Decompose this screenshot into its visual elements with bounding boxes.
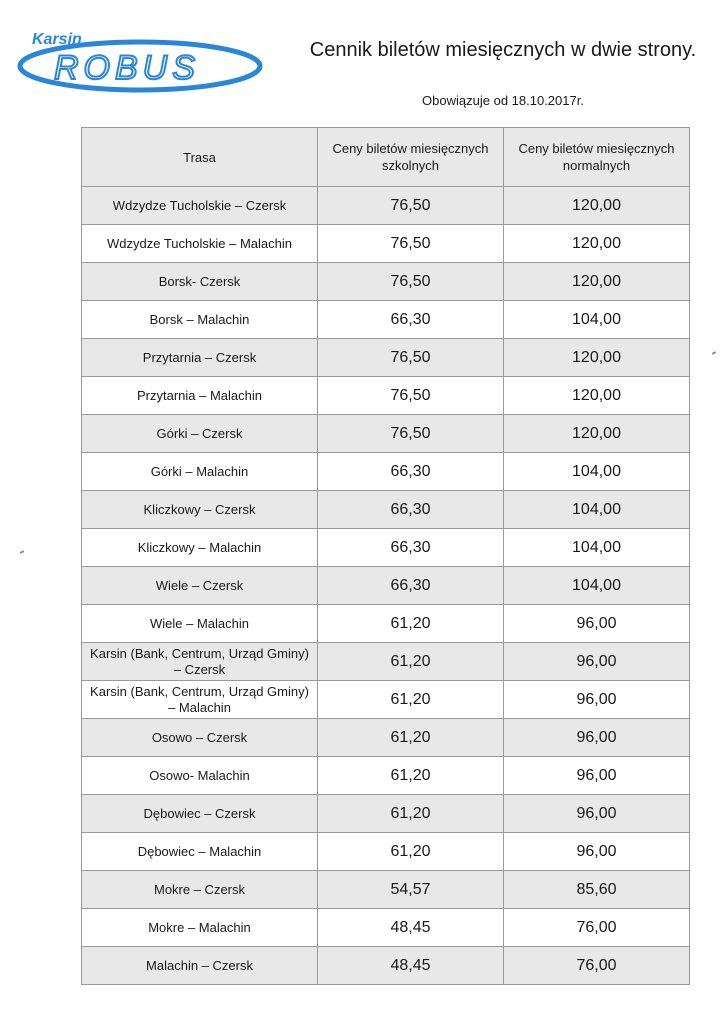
school-price-cell: 61,20 xyxy=(318,681,504,719)
route-cell: Mokre – Malachin xyxy=(82,909,318,947)
normal-price-cell: 96,00 xyxy=(504,719,690,757)
price-table-body xyxy=(82,187,690,985)
route-cell: Borsk- Czersk xyxy=(82,263,318,301)
normal-price-cell: 104,00 xyxy=(504,567,690,605)
table-row xyxy=(82,909,690,947)
normal-price-cell: 104,00 xyxy=(504,301,690,339)
table-row xyxy=(82,833,690,871)
table-header-row xyxy=(82,128,690,187)
route-cell: Dębowiec – Malachin xyxy=(82,833,318,871)
school-price-cell: 66,30 xyxy=(318,529,504,567)
normal-price-cell: 120,00 xyxy=(504,225,690,263)
table-row xyxy=(82,643,690,681)
route-cell: Malachin – Czersk xyxy=(82,947,318,985)
valid-from-date: Obowiązuje od 18.10.2017r. xyxy=(422,93,584,108)
school-price-cell: 61,20 xyxy=(318,643,504,681)
route-cell: Przytarnia – Malachin xyxy=(82,377,318,415)
table-row xyxy=(82,377,690,415)
table-row xyxy=(82,871,690,909)
normal-price-cell: 120,00 xyxy=(504,187,690,225)
table-row xyxy=(82,947,690,985)
school-price-cell: 76,50 xyxy=(318,263,504,301)
route-cell: Górki – Czersk xyxy=(82,415,318,453)
column-header-normal-price: Ceny biletów miesięcznych normalnych xyxy=(504,128,690,187)
logo-main-text: ROBUS xyxy=(54,49,200,87)
school-price-cell: 76,50 xyxy=(318,377,504,415)
normal-price-cell: 120,00 xyxy=(504,263,690,301)
school-price-cell: 61,20 xyxy=(318,795,504,833)
table-row xyxy=(82,757,690,795)
normal-price-cell: 104,00 xyxy=(504,491,690,529)
table-row xyxy=(82,491,690,529)
normal-price-cell: 96,00 xyxy=(504,833,690,871)
column-header-school-price: Ceny biletów miesięcznych szkolnych xyxy=(318,128,504,187)
route-cell: Dębowiec – Czersk xyxy=(82,795,318,833)
route-cell: Karsin (Bank, Centrum, Urząd Gminy) – Czersk xyxy=(82,643,318,681)
table-row xyxy=(82,605,690,643)
table-row xyxy=(82,529,690,567)
route-cell: Osowo – Czersk xyxy=(82,719,318,757)
school-price-cell: 76,50 xyxy=(318,415,504,453)
school-price-cell: 66,30 xyxy=(318,301,504,339)
normal-price-cell: 96,00 xyxy=(504,795,690,833)
table-row xyxy=(82,795,690,833)
table-row xyxy=(82,415,690,453)
route-cell: Wiele – Czersk xyxy=(82,567,318,605)
school-price-cell: 66,30 xyxy=(318,567,504,605)
school-price-cell: 61,20 xyxy=(318,833,504,871)
table-row xyxy=(82,719,690,757)
route-cell: Wdzydze Tucholskie – Malachin xyxy=(82,225,318,263)
normal-price-cell: 96,00 xyxy=(504,605,690,643)
school-price-cell: 66,30 xyxy=(318,453,504,491)
scan-speck xyxy=(712,351,716,355)
school-price-cell: 76,50 xyxy=(318,187,504,225)
route-cell: Borsk – Malachin xyxy=(82,301,318,339)
normal-price-cell: 120,00 xyxy=(504,415,690,453)
price-table xyxy=(81,127,690,985)
route-cell: Górki – Malachin xyxy=(82,453,318,491)
table-row xyxy=(82,301,690,339)
route-cell: Wiele – Malachin xyxy=(82,605,318,643)
school-price-cell: 61,20 xyxy=(318,719,504,757)
route-cell: Kliczkowy – Czersk xyxy=(82,491,318,529)
table-row xyxy=(82,453,690,491)
normal-price-cell: 76,00 xyxy=(504,947,690,985)
table-row xyxy=(82,567,690,605)
robus-logo xyxy=(16,22,272,100)
page-title: Cennik biletów miesięcznych w dwie strony. xyxy=(309,39,697,61)
school-price-cell: 54,57 xyxy=(318,871,504,909)
school-price-cell: 76,50 xyxy=(318,339,504,377)
school-price-cell: 76,50 xyxy=(318,225,504,263)
route-cell: Osowo- Malachin xyxy=(82,757,318,795)
logo-small-text: Karsin xyxy=(32,31,82,48)
table-row xyxy=(82,681,690,719)
route-cell: Mokre – Czersk xyxy=(82,871,318,909)
normal-price-cell: 96,00 xyxy=(504,757,690,795)
route-cell: Przytarnia – Czersk xyxy=(82,339,318,377)
route-cell: Kliczkowy – Malachin xyxy=(82,529,318,567)
normal-price-cell: 120,00 xyxy=(504,339,690,377)
table-row xyxy=(82,225,690,263)
route-cell: Karsin (Bank, Centrum, Urząd Gminy) – Malachin xyxy=(82,681,318,719)
school-price-cell: 61,20 xyxy=(318,757,504,795)
normal-price-cell: 104,00 xyxy=(504,453,690,491)
school-price-cell: 66,30 xyxy=(318,491,504,529)
normal-price-cell: 76,00 xyxy=(504,909,690,947)
normal-price-cell: 96,00 xyxy=(504,643,690,681)
normal-price-cell: 120,00 xyxy=(504,377,690,415)
scan-speck xyxy=(20,550,24,554)
school-price-cell: 61,20 xyxy=(318,605,504,643)
table-row xyxy=(82,339,690,377)
school-price-cell: 48,45 xyxy=(318,947,504,985)
normal-price-cell: 104,00 xyxy=(504,529,690,567)
route-cell: Wdzydze Tucholskie – Czersk xyxy=(82,187,318,225)
table-row xyxy=(82,187,690,225)
school-price-cell: 48,45 xyxy=(318,909,504,947)
normal-price-cell: 96,00 xyxy=(504,681,690,719)
normal-price-cell: 85,60 xyxy=(504,871,690,909)
column-header-route: Trasa xyxy=(82,128,318,187)
table-row xyxy=(82,263,690,301)
